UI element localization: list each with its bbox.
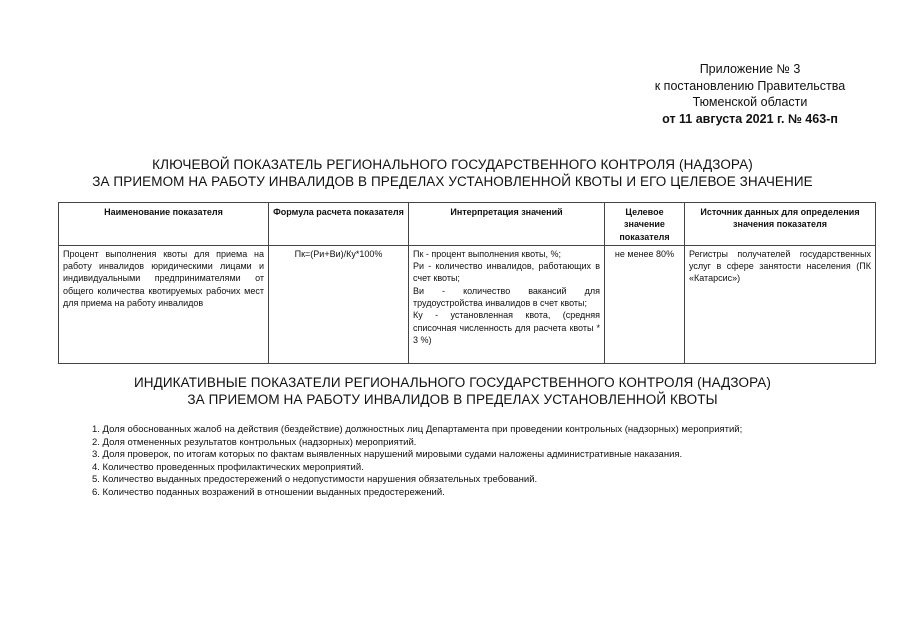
indicative-title-line2: ЗА ПРИЕМОМ НА РАБОТУ ИНВАЛИДОВ В ПРЕДЕЛАХ УСТАНОВЛЕННОЙ КВОТЫ [187,392,718,407]
cell-target-value: не менее 80% [605,245,685,363]
appendix-number: Приложение № 3 [699,62,801,76]
interpretation-line: Пк - процент выполнения квоты, %; [413,248,561,259]
key-indicator-title-line2: ЗА ПРИЕМОМ НА РАБОТУ ИНВАЛИДОВ В ПРЕДЕЛАХ УСТАНОВЛЕННОЙ КВОТЫ И ЕГО ЦЕЛЕВОЕ ЗНАЧЕНИЕ [92,174,813,189]
indicators-list [92,424,872,500]
list-item: 5. Количество выданных предостережений о недопустимости нарушения обязательных требований. [92,474,538,486]
key-indicator-title [40,156,865,190]
key-indicator-title-line1: КЛЮЧЕВОЙ ПОКАЗАТЕЛЬ РЕГИОНАЛЬНОГО ГОСУДАРСТВЕННОГО КОНТРОЛЯ (НАДЗОРА) [152,157,753,172]
table-header-row [59,203,876,246]
header-target-value: Целевое значение показателя [605,203,685,246]
list-item: 4. Количество проведенных профилактических мероприятий. [92,461,364,473]
interpretation-line: Ку - установленная квота, (средняя списочная численность для расчета квоты * 3 %) [413,310,600,345]
appendix-region: Тюменской области [692,95,808,109]
interpretation-line: Ри - количество инвалидов, работающих в счет квоты; [413,261,600,284]
list-item: 2. Доля отмененных результатов контрольных (надзорных) мероприятий. [92,436,417,448]
header-formula: Формула расчета показателя [269,203,409,246]
list-item: 3. Доля проверок, по итогам которых по фактам выявленных нарушений мировыми судами наложены административные наказания. [92,449,683,461]
indicative-indicators-title [40,374,865,408]
key-indicator-table [58,202,876,364]
list-item: 1. Доля обоснованных жалоб на действия (бездействие) должностных лиц Департамента при проведении контрольных (надзорных) мероприятий; [92,424,743,435]
header-interpretation: Интерпретация значений [409,203,605,246]
indicative-title-line1: ИНДИКАТИВНЫЕ ПОКАЗАТЕЛИ РЕГИОНАЛЬНОГО ГОСУДАРСТВЕННОГО КОНТРОЛЯ (НАДЗОРА) [133,375,771,390]
list-item: 6. Количество поданных возражений в отношении выданных предостережений. [92,486,445,498]
table-row [59,245,876,363]
appendix-header [620,61,880,127]
header-data-source: Источник данных для определения значения показателя [685,203,876,246]
cell-data-source: Регистры получателей государственных услуг в сфере занятости населения (ПК «Катарсис») [685,245,876,363]
cell-indicator-name: Процент выполнения квоты для приема на работу инвалидов юридическими лицами и индивидуальными предпринимателями от общего количества квотируемых рабочих мест для приема на работу инвалидов [59,245,269,363]
interpretation-line: Ви - количество вакансий для трудоустройства инвалидов в счет квоты; [413,285,600,309]
appendix-reference: к постановлению Правительства [654,78,846,93]
header-indicator-name: Наименование показателя [59,203,269,246]
cell-formula: Пк=(Ри+Ви)/Ку*100% [269,245,409,363]
cell-interpretation [409,245,605,363]
appendix-date: от 11 августа 2021 г. № 463-п [662,111,838,126]
